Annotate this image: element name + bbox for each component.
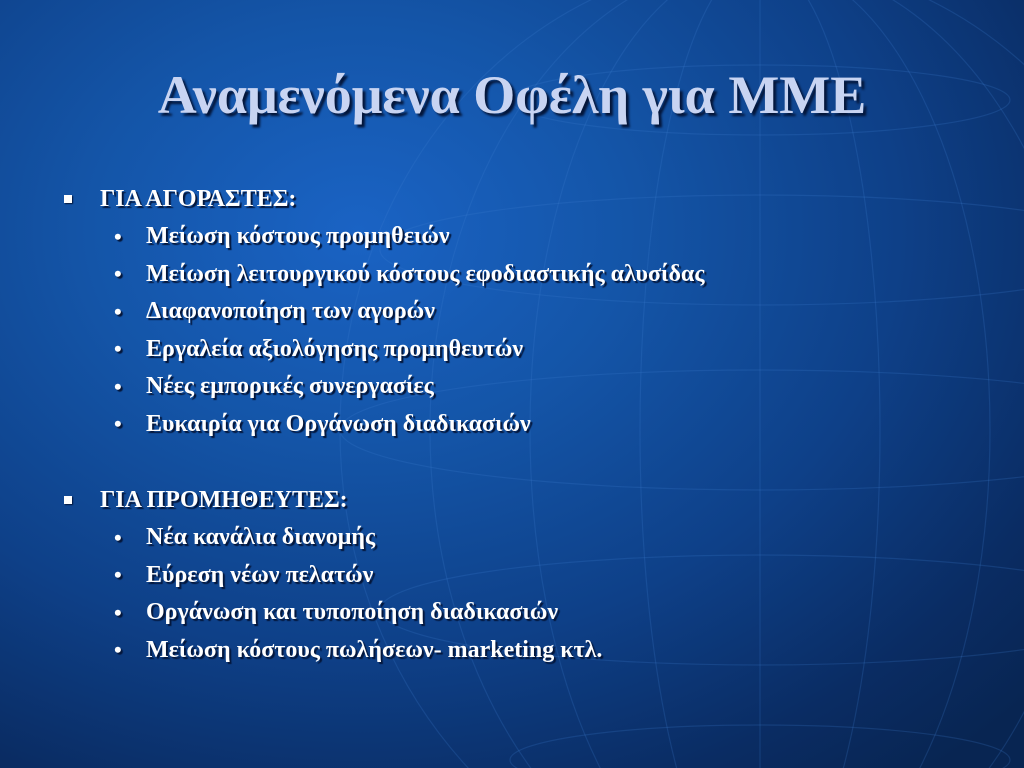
square-bullet-icon <box>64 496 72 504</box>
bullet-list <box>60 218 704 443</box>
page-title: Αναμενόμενα Οφέλη για ΜΜΕ <box>157 65 867 125</box>
list-item-text: Μείωση κόστους πωλήσεων- marketing κτλ. <box>146 636 603 663</box>
list-item-text: Νέα κανάλια διανομής <box>146 524 376 551</box>
list-item <box>60 594 602 632</box>
dot-bullet-icon: • <box>114 336 122 362</box>
list-item <box>60 256 704 294</box>
square-bullet-icon <box>64 195 72 203</box>
list-item-text: Εργαλεία αξιολόγησης προμηθευτών <box>146 335 524 362</box>
list-item-text: Νέες εμπορικές συνεργασίες <box>146 373 434 400</box>
dot-bullet-icon: • <box>114 411 122 437</box>
list-item-text: Μείωση λειτουργικού κόστους εφοδιαστικής αλυσίδας <box>146 260 705 287</box>
list-item <box>60 406 704 444</box>
section-heading <box>60 481 602 519</box>
list-item-text: Διαφανοποίηση των αγορών <box>146 298 435 325</box>
dot-bullet-icon: • <box>114 637 122 663</box>
list-item <box>60 218 704 256</box>
section-buyers <box>60 180 704 443</box>
list-item <box>60 557 602 595</box>
list-item <box>60 331 704 369</box>
dot-bullet-icon: • <box>114 373 122 399</box>
list-item <box>60 368 704 406</box>
list-item <box>60 519 602 557</box>
list-item-text: Ευκαιρία για Οργάνωση διαδικασιών <box>146 410 531 437</box>
dot-bullet-icon: • <box>114 524 122 550</box>
list-item-text: Οργάνωση και τυποποίηση διαδικασιών <box>146 599 559 626</box>
dot-bullet-icon: • <box>114 562 122 588</box>
list-item-text: Μείωση κόστους προμηθειών <box>146 223 450 250</box>
section-suppliers <box>60 481 602 669</box>
dot-bullet-icon: • <box>114 298 122 324</box>
section-heading <box>60 180 704 218</box>
list-item <box>60 293 704 331</box>
list-item <box>60 632 602 670</box>
dot-bullet-icon: • <box>114 223 122 249</box>
dot-bullet-icon: • <box>114 261 122 287</box>
section-heading-label: ΓΙΑ ΑΓΟΡΑΣΤΕΣ: <box>100 185 297 212</box>
dot-bullet-icon: • <box>114 599 122 625</box>
section-heading-label: ΓΙΑ ΠΡΟΜΗΘΕΥΤΕΣ: <box>100 486 348 513</box>
list-item-text: Εύρεση νέων πελατών <box>146 561 374 588</box>
bullet-list <box>60 519 602 669</box>
